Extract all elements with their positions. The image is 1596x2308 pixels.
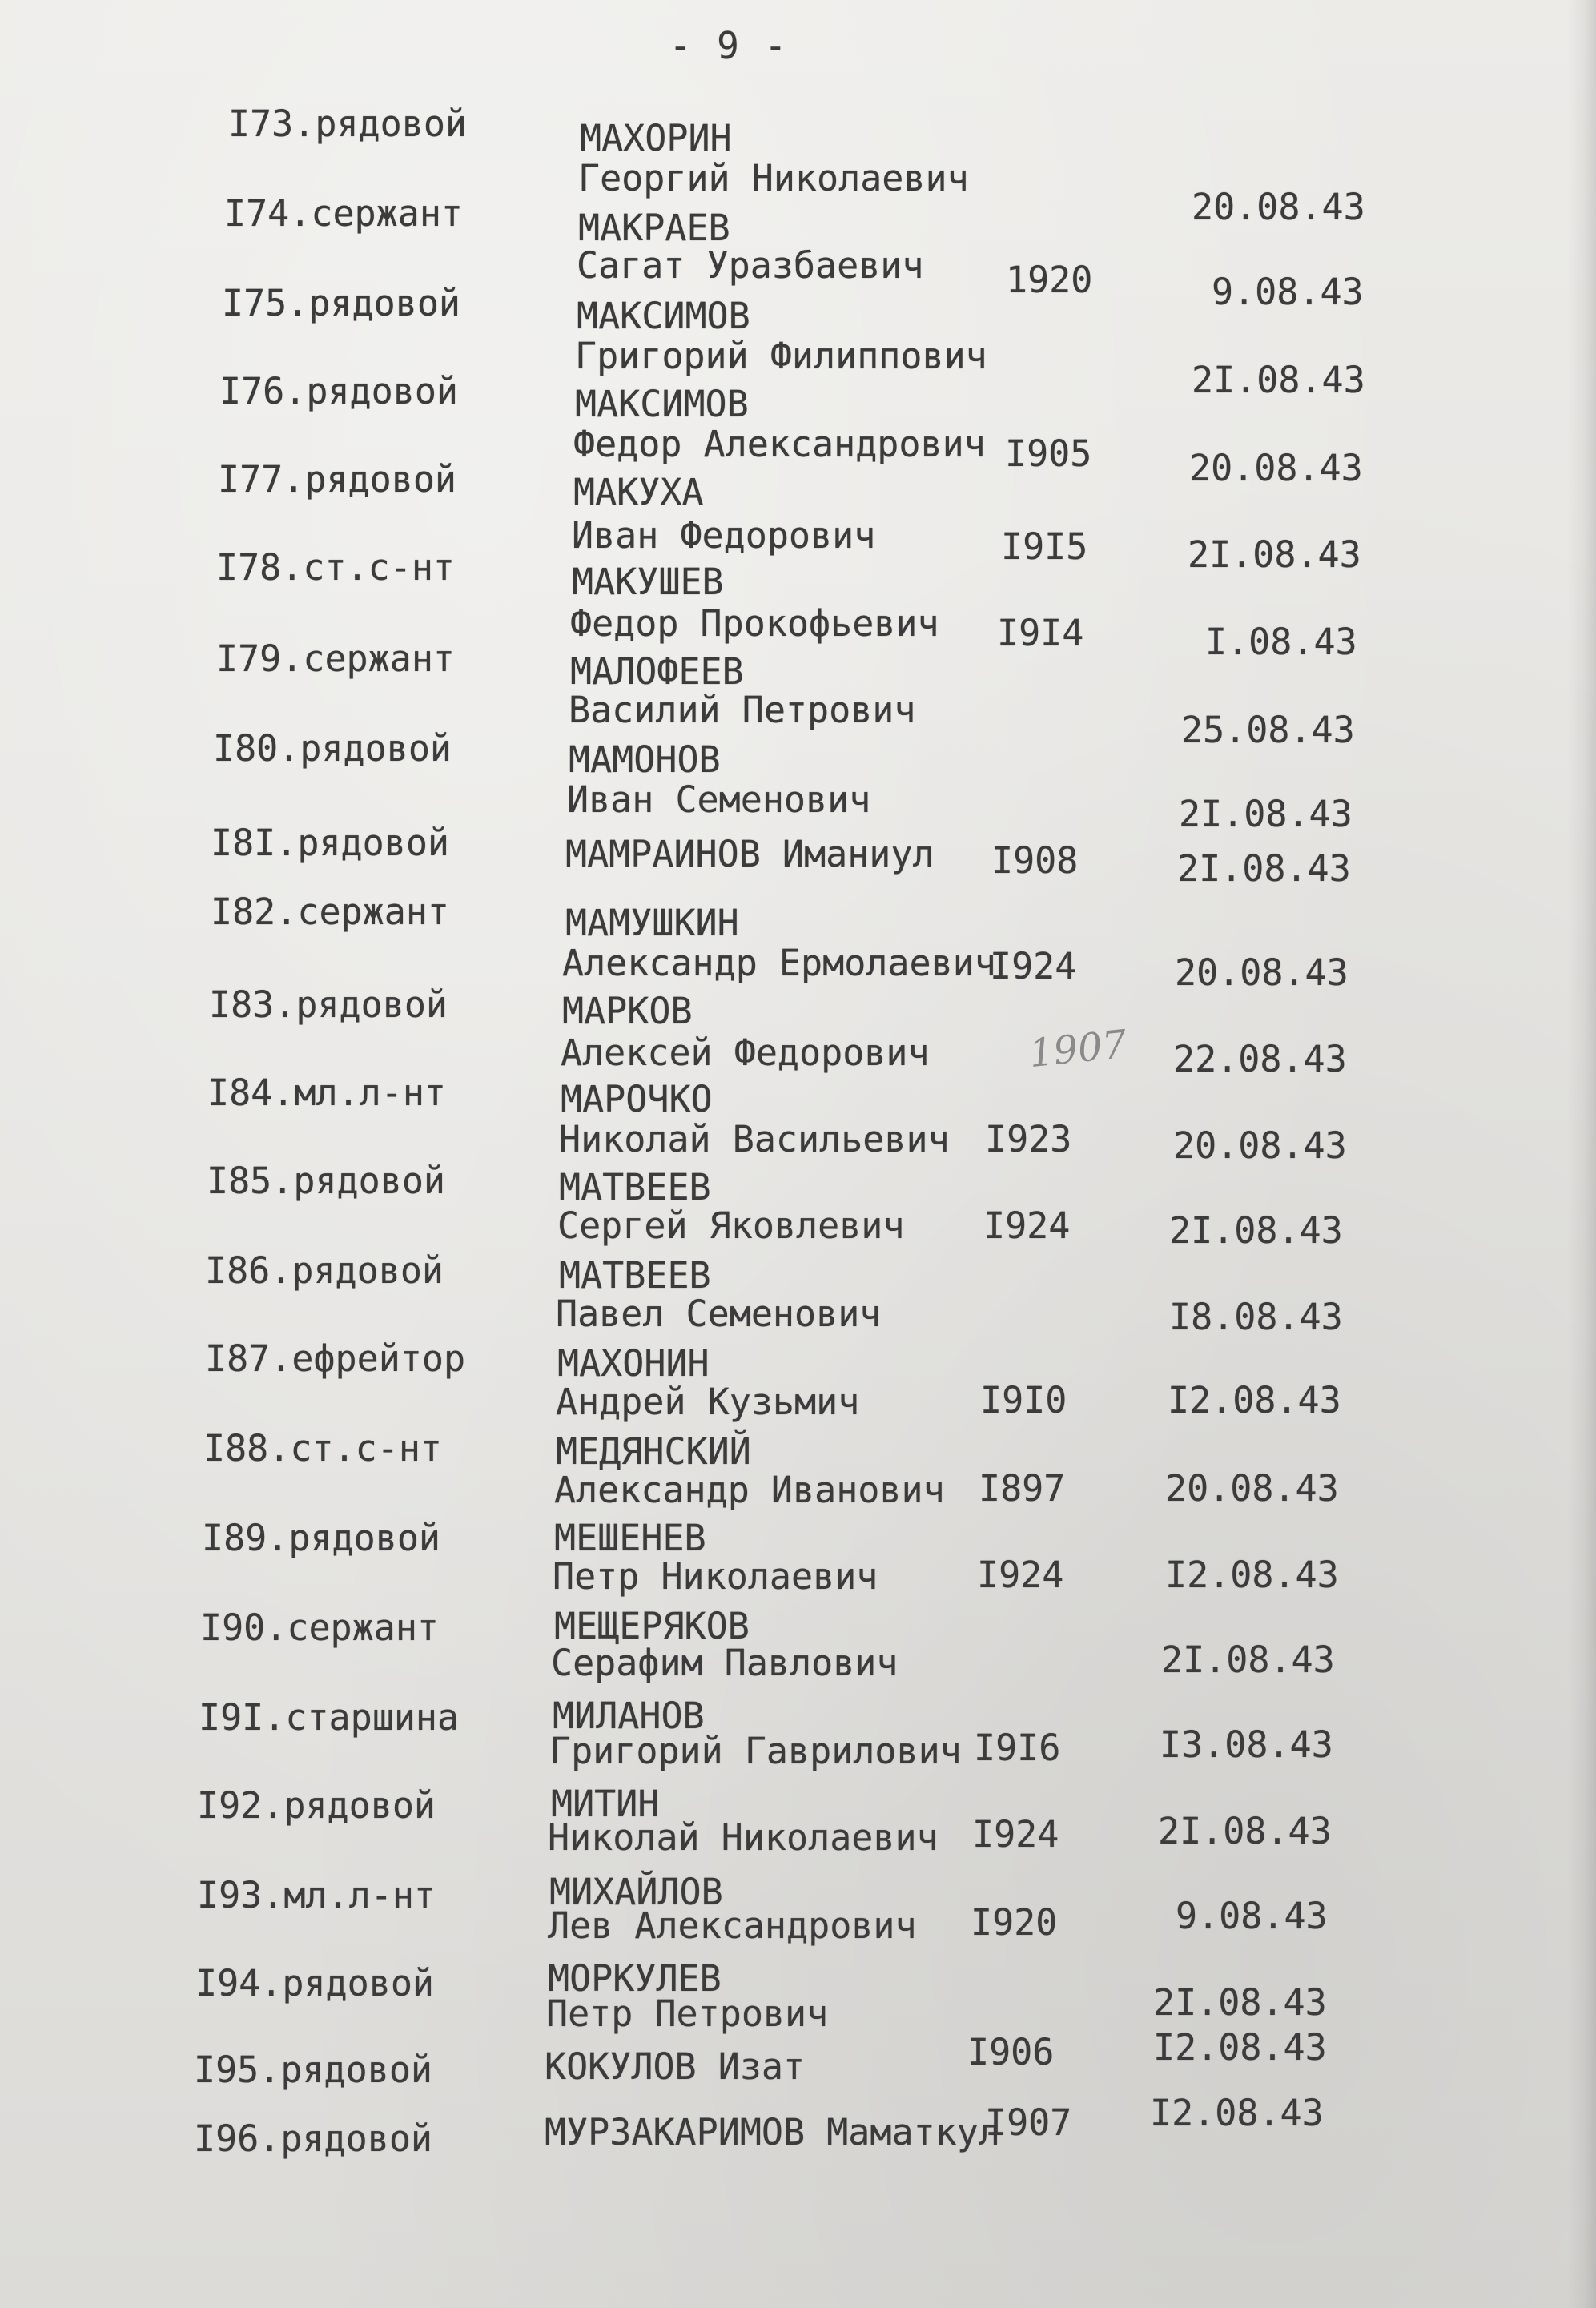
entry-date: I2.08.43 [1165, 1554, 1339, 1596]
entry-rank: I84.мл.л-нт [207, 1072, 447, 1114]
entry-surname: МАКУШЕВ [572, 561, 724, 603]
entry-rank: I90.сержант [200, 1606, 440, 1649]
entry-rank: I88.ст.с-нт [203, 1427, 443, 1470]
page-number: - 9 - [669, 24, 789, 67]
entry-date: 2I.08.43 [1179, 793, 1353, 835]
entry-date: 2I.08.43 [1188, 533, 1361, 576]
entry-surname: МАКРАЕВ [578, 207, 730, 249]
entry-rank: I74.сержант [224, 192, 464, 235]
entry-date: 2I.08.43 [1158, 1810, 1332, 1852]
entry-given-name: Иван Семенович [567, 778, 871, 821]
entry-date: 9.08.43 [1212, 271, 1364, 313]
entry-surname: МЕДЯНСКИЙ [556, 1430, 751, 1473]
entry-rank: I94.рядовой [195, 1962, 435, 2004]
entry-birth-year: I9I4 [997, 612, 1084, 654]
entry-given-name: Сергей Яковлевич [557, 1204, 905, 1247]
entry-given-name: Андрей Кузьмич [556, 1381, 860, 1423]
entry-rank: I9I.старшина [199, 1696, 460, 1739]
entry-surname: МАЛОФЕЕВ [570, 650, 744, 693]
entry-given-name: Иван Федорович [572, 514, 876, 557]
entry-date: 2I.08.43 [1169, 1209, 1343, 1252]
entry-rank: I80.рядовой [213, 727, 452, 770]
entry-surname: МАКСИМОВ [575, 383, 749, 425]
entry-surname: МАКУХА [573, 471, 704, 513]
entry-surname: МИТИН [551, 1783, 660, 1825]
entry-birth-year: I9I6 [974, 1727, 1061, 1769]
entry-given-name: Павел Семенович [556, 1293, 882, 1335]
entry-rank: I87.ефрейтор [205, 1337, 466, 1380]
entry-surname: МАКСИМОВ [577, 295, 750, 337]
entry-rank: I89.рядовой [202, 1517, 441, 1559]
entry-date: 2I.08.43 [1161, 1639, 1335, 1681]
entry-surname: МАТВЕЕВ [559, 1254, 711, 1297]
entry-surname: МЕЩЕРЯКОВ [554, 1605, 750, 1647]
entry-rank: I95.рядовой [194, 2049, 433, 2091]
entry-rank: I78.ст.с-нт [216, 546, 456, 589]
entry-surname: МАРКОВ [562, 990, 693, 1032]
entry-rank: I92.рядовой [197, 1784, 436, 1827]
entry-surname: МИЛАНОВ [553, 1695, 705, 1737]
entry-surname: МОРКУЛЕВ [548, 1957, 722, 2000]
entry-birth-year: I920 [971, 1901, 1058, 1944]
entry-birth-year: I908 [991, 839, 1079, 882]
entry-rank: I76.рядовой [219, 370, 459, 412]
entry-birth-year: I906 [967, 2031, 1055, 2073]
entry-given-name: Григорий Филиппович [575, 335, 987, 377]
page-edge-shadow [1567, 0, 1596, 2308]
entry-surname: МАХОРИН [580, 117, 732, 159]
entry-given-name: Александр Иванович [554, 1469, 945, 1511]
entry-given-name: Петр Николаевич [553, 1555, 878, 1598]
entry-given-name: Федор Прокофьевич [570, 602, 939, 645]
entry-surname: МАМРАИНОВ Иманиул [565, 833, 935, 875]
entry-surname: КОКУЛОВ Изат [545, 2045, 806, 2088]
entry-birth-year: I907 [985, 2101, 1072, 2144]
entry-surname: МАМОНОВ [569, 738, 721, 781]
entry-given-name: Григорий Гаврилович [549, 1730, 962, 1772]
entry-date: I.08.43 [1205, 621, 1357, 663]
entry-rank: I77.рядовой [218, 458, 457, 501]
entry-date: I2.08.43 [1150, 2092, 1324, 2134]
entry-birth-year: I924 [977, 1554, 1064, 1596]
entry-rank: I8I.рядовой [211, 822, 450, 864]
entry-given-name: Василий Петрович [569, 689, 916, 731]
entry-date: 2I.08.43 [1192, 359, 1365, 401]
entry-surname: МАМУШКИН [565, 902, 739, 944]
entry-given-name: Алексей Федорович [561, 1031, 930, 1074]
entry-birth-year: I905 [1005, 432, 1092, 475]
entry-date: 20.08.43 [1175, 951, 1349, 994]
entry-rank: I93.мл.л-нт [197, 1874, 436, 1916]
entry-date: I8.08.43 [1169, 1296, 1343, 1338]
entry-date: 25.08.43 [1181, 709, 1355, 751]
entry-given-name: Николай Николаевич [548, 1816, 939, 1859]
entry-surname: МИХАЙЛОВ [549, 1871, 723, 1913]
entry-birth-year: I924 [990, 945, 1077, 987]
entry-date: 2I.08.43 [1153, 1981, 1327, 2024]
entry-date: I2.08.43 [1168, 1379, 1341, 1421]
entry-birth-year: I923 [985, 1118, 1072, 1160]
entry-date: 22.08.43 [1173, 1038, 1347, 1080]
entry-rank: I79.сержант [216, 637, 456, 680]
entry-given-name: Георгий Николаевич [578, 157, 969, 199]
entry-date: 2I.08.43 [1177, 847, 1351, 890]
entry-given-name: Сагат Уразбаевич [577, 244, 924, 287]
entry-rank: I96.рядовой [194, 2117, 433, 2160]
entry-rank: I85.рядовой [207, 1160, 446, 1202]
entry-given-name: Федор Александрович [573, 423, 986, 465]
entry-date: 20.08.43 [1165, 1467, 1339, 1510]
entry-birth-year: I924 [972, 1813, 1059, 1856]
entry-birth-year: I924 [983, 1204, 1071, 1247]
entry-surname: МАРОЧКО [561, 1078, 713, 1120]
entry-rank: I83.рядовой [209, 983, 448, 1026]
handwritten-annotation: 1907 [1027, 1021, 1129, 1077]
entry-rank: I86.рядовой [205, 1249, 444, 1292]
entry-rank: I82.сержант [211, 891, 450, 933]
entry-date: 20.08.43 [1189, 447, 1363, 489]
entry-birth-year: 1920 [1006, 259, 1093, 301]
entry-given-name: Петр Петрович [546, 1992, 829, 2035]
entry-date: I3.08.43 [1160, 1723, 1333, 1766]
entry-given-name: Александр Ермолаевич [562, 942, 996, 984]
entry-birth-year: I9I5 [1001, 525, 1088, 568]
entry-date: I2.08.43 [1153, 2026, 1327, 2069]
entry-birth-year: I897 [979, 1467, 1066, 1510]
entry-given-name: Серафим Павлович [551, 1642, 899, 1684]
entry-birth-year: I9I0 [980, 1379, 1067, 1421]
entry-given-name: Николай Васильевич [559, 1118, 950, 1160]
entry-surname: МАХОНИН [557, 1342, 710, 1385]
entry-date: 20.08.43 [1173, 1124, 1347, 1167]
entry-date: 9.08.43 [1176, 1895, 1328, 1937]
entry-given-name: Лев Александрович [548, 1904, 917, 1947]
entry-surname: МЕШЕНЕВ [554, 1517, 706, 1559]
entry-surname: МУРЗАКАРИМОВ Маматкул [545, 2111, 1000, 2153]
entry-surname: МАТВЕЕВ [559, 1166, 711, 1208]
entry-rank: I75.рядовой [222, 282, 461, 324]
entry-date: 20.08.43 [1192, 186, 1365, 228]
entry-rank: I73.рядовой [228, 103, 468, 145]
